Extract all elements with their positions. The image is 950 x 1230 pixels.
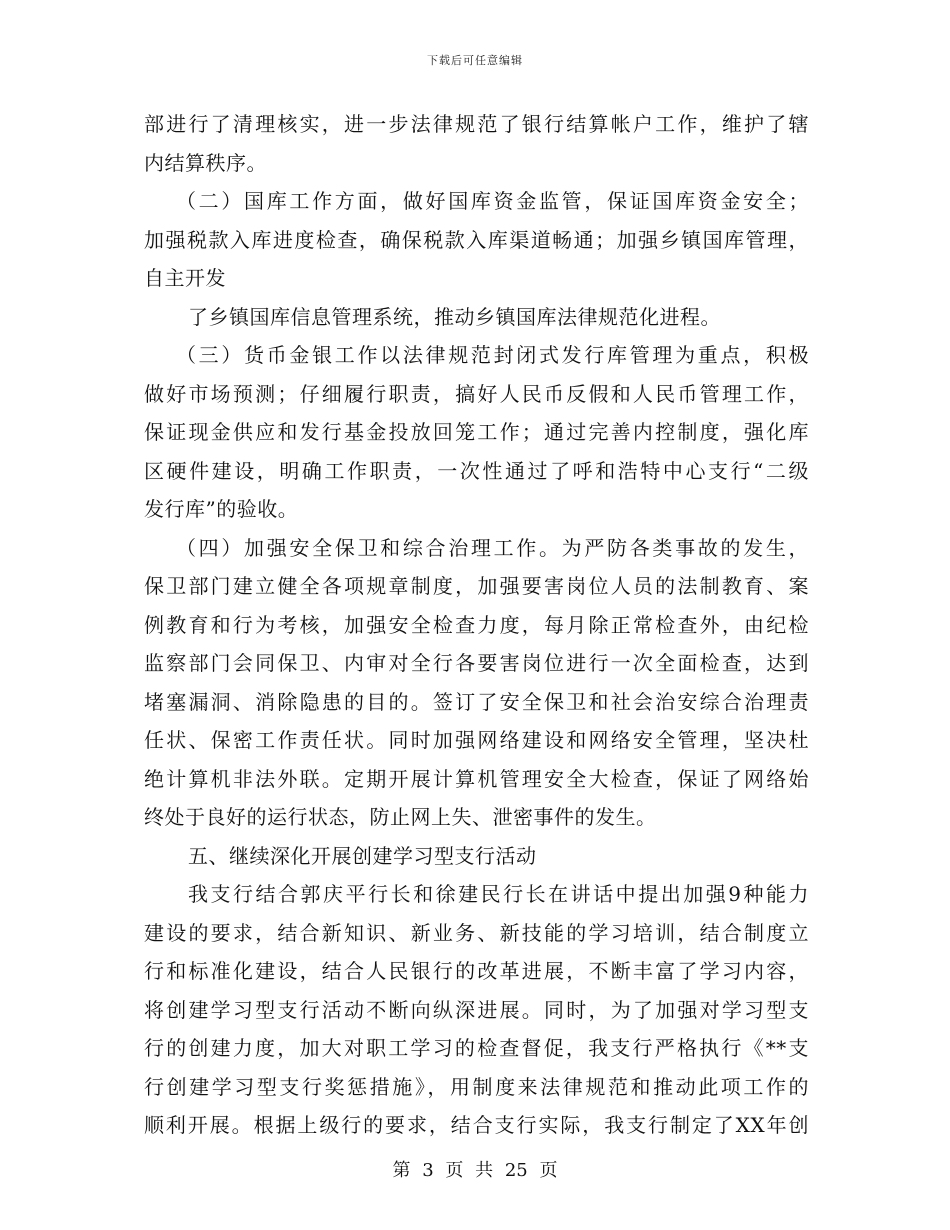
- text-line: 加强税款入库进度检查，确保税款入库渠道畅通；加强乡镇国库管理，: [144, 227, 809, 252]
- text-line: 部进行了清理核实，进一步法律规范了银行结算帐户工作，维护了辖: [144, 112, 809, 136]
- text-line: 保证现金供应和发行基金投放回笼工作；通过完善内控制度，强化库: [144, 420, 809, 444]
- text-line: 堵塞漏洞、消除隐患的目的。签订了安全保卫和社会治安综合治理责: [144, 689, 809, 714]
- page-header-note: 下载后可任意编辑: [427, 54, 523, 67]
- section-heading: 五、继续深化开展创建学习型支行活动: [188, 843, 537, 868]
- text-line: 建设的要求，结合新知识、新业务、新技能的学习培训，结合制度立: [144, 920, 809, 945]
- page-number-footer: 第 3 页 共 25 页: [392, 1160, 558, 1181]
- text-line: 行创建学习型支行奖惩措施》，用制度来法律规范和推动此项工作的: [144, 1074, 809, 1099]
- text-line: 任状、保密工作责任状。同时加强网络建设和网络安全管理，坚决杜: [144, 728, 809, 752]
- text-line: 做好市场预测；仔细履行职责，搞好人民币反假和人民币管理工作，: [144, 381, 809, 406]
- text-line: （二）国库工作方面，做好国库资金监管，保证国库资金安全；: [176, 189, 809, 213]
- text-line: 顺利开展。根据上级行的要求，结合支行实际，我支行制定了XX年创: [144, 1113, 809, 1137]
- text-line: 将创建学习型支行活动不断向纵深进展。同时，为了加强对学习型支: [144, 997, 809, 1022]
- text-line: （四）加强安全保卫和综合治理工作。为严防各类事故的发生，: [176, 535, 809, 560]
- text-line: 区硬件建设，明确工作职责，一次性通过了呼和浩特中心支行“二级: [144, 458, 809, 483]
- text-line: 自主开发: [144, 266, 226, 290]
- text-line: 终处于良好的运行状态，防止网上失、泄密事件的发生。: [144, 805, 657, 829]
- text-line: 了乡镇国库信息管理系统，推动乡镇国库法律规范化进程。: [188, 304, 721, 329]
- text-line: 例教育和行为考核，加强安全检查力度，每月除正常检查外，由纪检: [144, 612, 809, 637]
- text-line: 行的创建力度，加大对职工学习的检查督促，我支行严格执行《**支: [144, 1036, 809, 1060]
- text-line: 内结算秩序。: [144, 150, 267, 175]
- text-line: 行和标准化建设，结合人民银行的改革进展，不断丰富了学习内容，: [144, 959, 809, 983]
- document-body: [144, 109, 809, 1149]
- text-line: （三）货币金银工作以法律规范封闭式发行库管理为重点，积极: [176, 343, 809, 367]
- text-line: 绝计算机非法外联。定期开展计算机管理安全大检查，保证了网络始: [144, 766, 809, 791]
- text-line: 监察部门会同保卫、内审对全行各要害岗位进行一次全面检查，达到: [144, 651, 809, 675]
- text-line: 保卫部门建立健全各项规章制度，加强要害岗位人员的法制教育、案: [144, 574, 809, 598]
- text-line: 发行库”的验收。: [144, 497, 299, 521]
- text-line: 我支行结合郭庆平行长和徐建民行长在讲话中提出加强9种能力: [188, 882, 809, 906]
